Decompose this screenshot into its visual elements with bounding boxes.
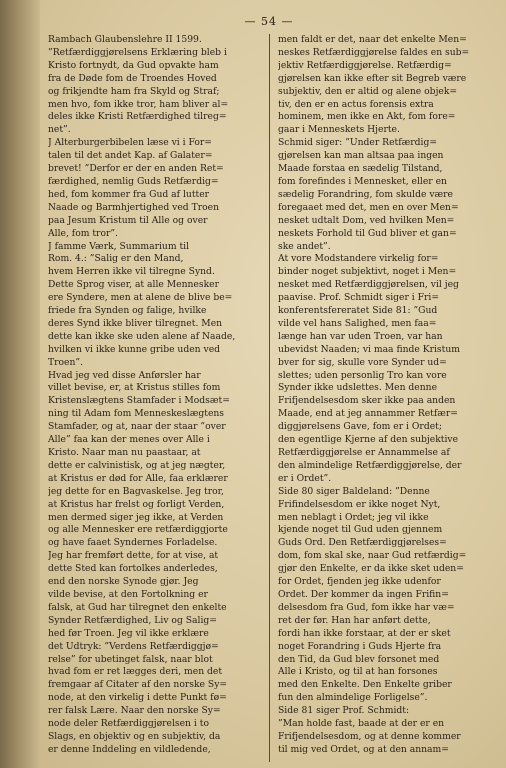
text-line: ske andet”.	[278, 240, 331, 252]
text-line: Synder ikke udslettes. Men denne	[278, 382, 438, 394]
text-line: den almindelige Retfærdiggjørelse, der	[278, 459, 462, 471]
text-line: diggjørelsens Gave, fom er i Ordet;	[278, 421, 442, 433]
text-line: Hvad jeg ved disse Anførsler har	[48, 369, 201, 381]
text-line: hed før Troen. Jeg vil ikke erklære	[48, 627, 209, 639]
text-line: og frikjendte ham fra Skyld og Straf;	[48, 85, 220, 97]
text-line: men neblagt i Ordet; jeg vil ikke	[278, 511, 429, 523]
text-line: dom, fom skal ske, naar Gud retfærdig=	[278, 550, 467, 562]
text-line: Rambach Glaubenslehre II 1599.	[48, 34, 202, 45]
text-line: Frifjendelsesdom, og at denne kommer	[278, 730, 461, 742]
text-line: nesket med Retfærdiggjørelsen, vil jeg	[278, 279, 459, 291]
text-line: Stamfader, og at, naar der staar ”over	[48, 421, 226, 433]
text-line: bver for sig, skulle vore Synder ud=	[278, 356, 447, 368]
text-line: ere Syndere, men at alene de blive be=	[48, 292, 233, 304]
text-line: konferentsfereratet Side 81: ”Gud	[278, 305, 438, 317]
text-line: deres Synd ikke bliver tilregnet. Men	[48, 317, 223, 329]
text-line: fun den almindelige Forligelse”.	[278, 692, 428, 704]
text-line: villet bevise, er, at Kristus stilles fom	[48, 382, 221, 394]
text-line: Retfærdiggjørelse er Annammelse af	[278, 447, 450, 458]
text-line: node deler Retfærdiggjørelsen i to	[48, 718, 209, 730]
text-line: Guds Ord. Den Retfærdiggjørelses=	[278, 537, 447, 549]
text-line: gjør den Enkelte, er da ikke sket uden=	[278, 563, 464, 575]
text-line: hed, fom kommer fra Gud af lutter	[48, 188, 210, 200]
text-line: er denne Inddeling en vildledende,	[48, 743, 211, 755]
text-line: Kristo fortnydt, da Gud opvakte ham	[48, 59, 219, 71]
text-line: Maade, end at jeg annammer Retfær=	[278, 408, 458, 420]
text-line: slettes; uden personlig Tro kan vore	[278, 369, 447, 381]
page-number: — 54 —	[244, 15, 294, 28]
left-column	[48, 34, 260, 762]
text-line: men dermed siger jeg ikke, at Verden	[48, 511, 224, 523]
text-line: Maade forstaa en sædelig Tilstand,	[278, 163, 443, 175]
text-line: paa Jesum Kristum til Alle og over	[48, 214, 208, 226]
text-line: subjektiv, den er altid og alene objek=	[278, 85, 458, 97]
text-line: gaar i Menneskets Hjerte.	[278, 124, 400, 136]
text-line: Kristo. Naar man nu paastaar, at	[48, 447, 201, 458]
text-line: men hvo, fom ikke tror, ham bliver al=	[48, 98, 229, 110]
text-line: neskes Retfærdiggjørelse faldes en sub=	[278, 46, 470, 58]
text-line: for Ordet, fjenden jeg ikke udenfor	[278, 576, 441, 588]
text-line: sædelig Forandring, fom skulde være	[278, 188, 453, 200]
text-line: talen til det andet Kap. af Galater=	[48, 150, 213, 162]
text-line: dette Sted kan fortolkes anderledes,	[48, 563, 218, 575]
text-line: deles ikke Kristi Retfærdighed tilreg=	[48, 111, 227, 123]
text-line: Alle” faa kan der menes over Alle i	[48, 434, 210, 446]
text-line: Kristenslægtens Stamfader i Modsæt=	[48, 395, 230, 407]
text-line: Alle i Kristo, og til at han forsones	[278, 666, 438, 678]
text-line: med den Enkelte. Den Enkelte griber	[278, 679, 452, 691]
text-line: dette er calvinistisk, og at jeg nægter,	[48, 459, 226, 471]
text-line: nesket udtalt Dom, ved hvilken Men=	[278, 214, 455, 226]
text-line: noget Forandring i Guds Hjerte fra	[278, 640, 442, 652]
text-line: Side 81 siger Prof. Schmidt:	[278, 705, 410, 717]
text-line: jeg dette for en Bagvaskelse. Jeg tror,	[48, 485, 224, 497]
text-line: er i Ordet”.	[278, 472, 332, 484]
text-line: kjende noget til Gud uden gjennem	[278, 524, 443, 536]
text-line: rer falsk Lære. Naar den norske Sy=	[48, 705, 221, 717]
text-line: J famme Værk, Summarium til	[48, 240, 190, 252]
text-line: til mig ved Ordet, og at den annam=	[278, 743, 449, 755]
text-line: ning til Adam fom Menneskeslægtens	[48, 408, 225, 420]
text-line: net”.	[48, 124, 71, 136]
text-line: fom forefindes i Mennesket, eller en	[278, 175, 447, 187]
text-line: hvad fom er ret lægges deri, men det	[48, 666, 223, 678]
text-line: paavise. Prof. Schmidt siger i Fri=	[278, 292, 440, 304]
right-column	[278, 34, 490, 762]
text-line: Troen”.	[48, 356, 84, 368]
text-line: Synder Retfærdighed, Liv og Salig=	[48, 614, 217, 626]
right-column-text	[278, 34, 490, 757]
text-line: Slags, en objektiv og en subjektiv, da	[48, 730, 221, 742]
text-line: hvilken vi ikke kunne gribe uden ved	[48, 343, 221, 355]
text-line: neskets Forhold til Gud bliver et gan=	[278, 227, 457, 239]
text-line: hvem Herren ikke vil tilregne Synd.	[48, 266, 215, 278]
text-line: Dette Sprog viser, at alle Mennesker	[48, 279, 219, 291]
text-line: dette kan ikke ske uden alene af Naade,	[48, 330, 236, 342]
text-line: falsk, at Gud har tilregnet den enkelte	[48, 601, 227, 613]
text-line: binder noget subjektivt, noget i Men=	[278, 266, 457, 278]
text-line: jektiv Retfærdiggjørelse. Retfærdig=	[278, 59, 452, 71]
text-line: Side 80 siger Baldeland: ”Denne	[278, 485, 430, 497]
text-line: Schmid siger: ”Under Retfærdig=	[278, 137, 438, 149]
text-line: end den norske Synode gjør. Jeg	[48, 576, 199, 588]
text-line: tiv, den er en actus forensis extra	[278, 98, 434, 110]
text-line: at Kristus er død for Alle, faa erklærer	[48, 472, 228, 484]
text-line: den egentlige Kjerne af den subjektive	[278, 434, 459, 446]
text-line: Frifjendelsesdom sker ikke paa anden	[278, 395, 456, 407]
text-line: Frifindelsesdom er ikke noget Nyt,	[278, 498, 441, 510]
text-line: relse” for ubetinget falsk, naar blot	[48, 653, 213, 665]
left-column-text	[48, 34, 260, 757]
text-line: det Udtryk: ”Verdens Retfærdiggjø=	[48, 640, 219, 652]
text-line: vilde vel hans Salighed, men faa=	[278, 317, 437, 329]
text-line: brevet! ”Derfor er der en anden Ret=	[48, 163, 224, 175]
text-line: og alle Mennesker ere retfærdiggjorte	[48, 524, 228, 536]
text-line: Naade og Barmhjertighed ved Troen	[48, 201, 219, 213]
column-divider	[269, 34, 270, 762]
text-line: men faldt er det, naar det enkelte Men=	[278, 34, 467, 45]
text-line: friede fra Synden og falige, hvilke	[48, 305, 207, 317]
text-line: ”Man holde fast, baade at der er en	[278, 718, 445, 730]
text-line: færdighed, nemlig Guds Retfærdig=	[48, 175, 219, 187]
text-line: fra de Døde fom de Troendes Hoved	[48, 72, 217, 84]
text-line: at Kristus har frelst og forligt Verden,	[48, 498, 225, 510]
text-line: ”Retfærdiggjørelsens Erklæring bleb i	[48, 46, 227, 58]
text-line: delsesdom fra Gud, fom ikke har væ=	[278, 601, 455, 613]
text-line: ret der før. Han har anført dette,	[278, 614, 431, 626]
text-line: fremgaar af Citater af den norske Sy=	[48, 679, 228, 691]
text-line: ubevidst Naaden; vi maa finde Kristum	[278, 343, 460, 355]
text-line: gjørelsen kan ikke efter sit Begreb være	[278, 72, 467, 84]
text-line: den Tid, da Gud blev forsonet med	[278, 653, 440, 665]
text-line: node, at den virkelig i dette Punkt fø=	[48, 692, 227, 704]
text-line: hominem, men ikke en Akt, fom fore=	[278, 111, 456, 123]
text-line: vilde bevise, at den Fortolkning er	[48, 588, 208, 600]
text-line: gjørelsen kan man altsaa paa ingen	[278, 150, 444, 162]
text-columns	[48, 34, 490, 762]
text-line: Jeg har fremført dette, for at vise, at	[48, 550, 219, 562]
text-line: foregaaet med det, men en over Men=	[278, 201, 459, 213]
text-line: Ordet. Der kommer da ingen Frifin=	[278, 588, 449, 600]
text-line: fordi han ikke forstaar, at der er sket	[278, 627, 451, 639]
text-line: Alle, fom tror”.	[48, 227, 118, 239]
text-line: længe han var uden Troen, var han	[278, 330, 443, 342]
text-line: Rom. 4.: ”Salig er den Mand,	[48, 253, 184, 265]
book-binding-shadow	[0, 0, 40, 768]
text-line: At vore Modstandere virkelig for=	[278, 253, 439, 265]
text-line: og have faaet Syndernes Forladelse.	[48, 537, 218, 549]
text-line: J Alterburgerbibelen læse vi i For=	[48, 137, 212, 149]
